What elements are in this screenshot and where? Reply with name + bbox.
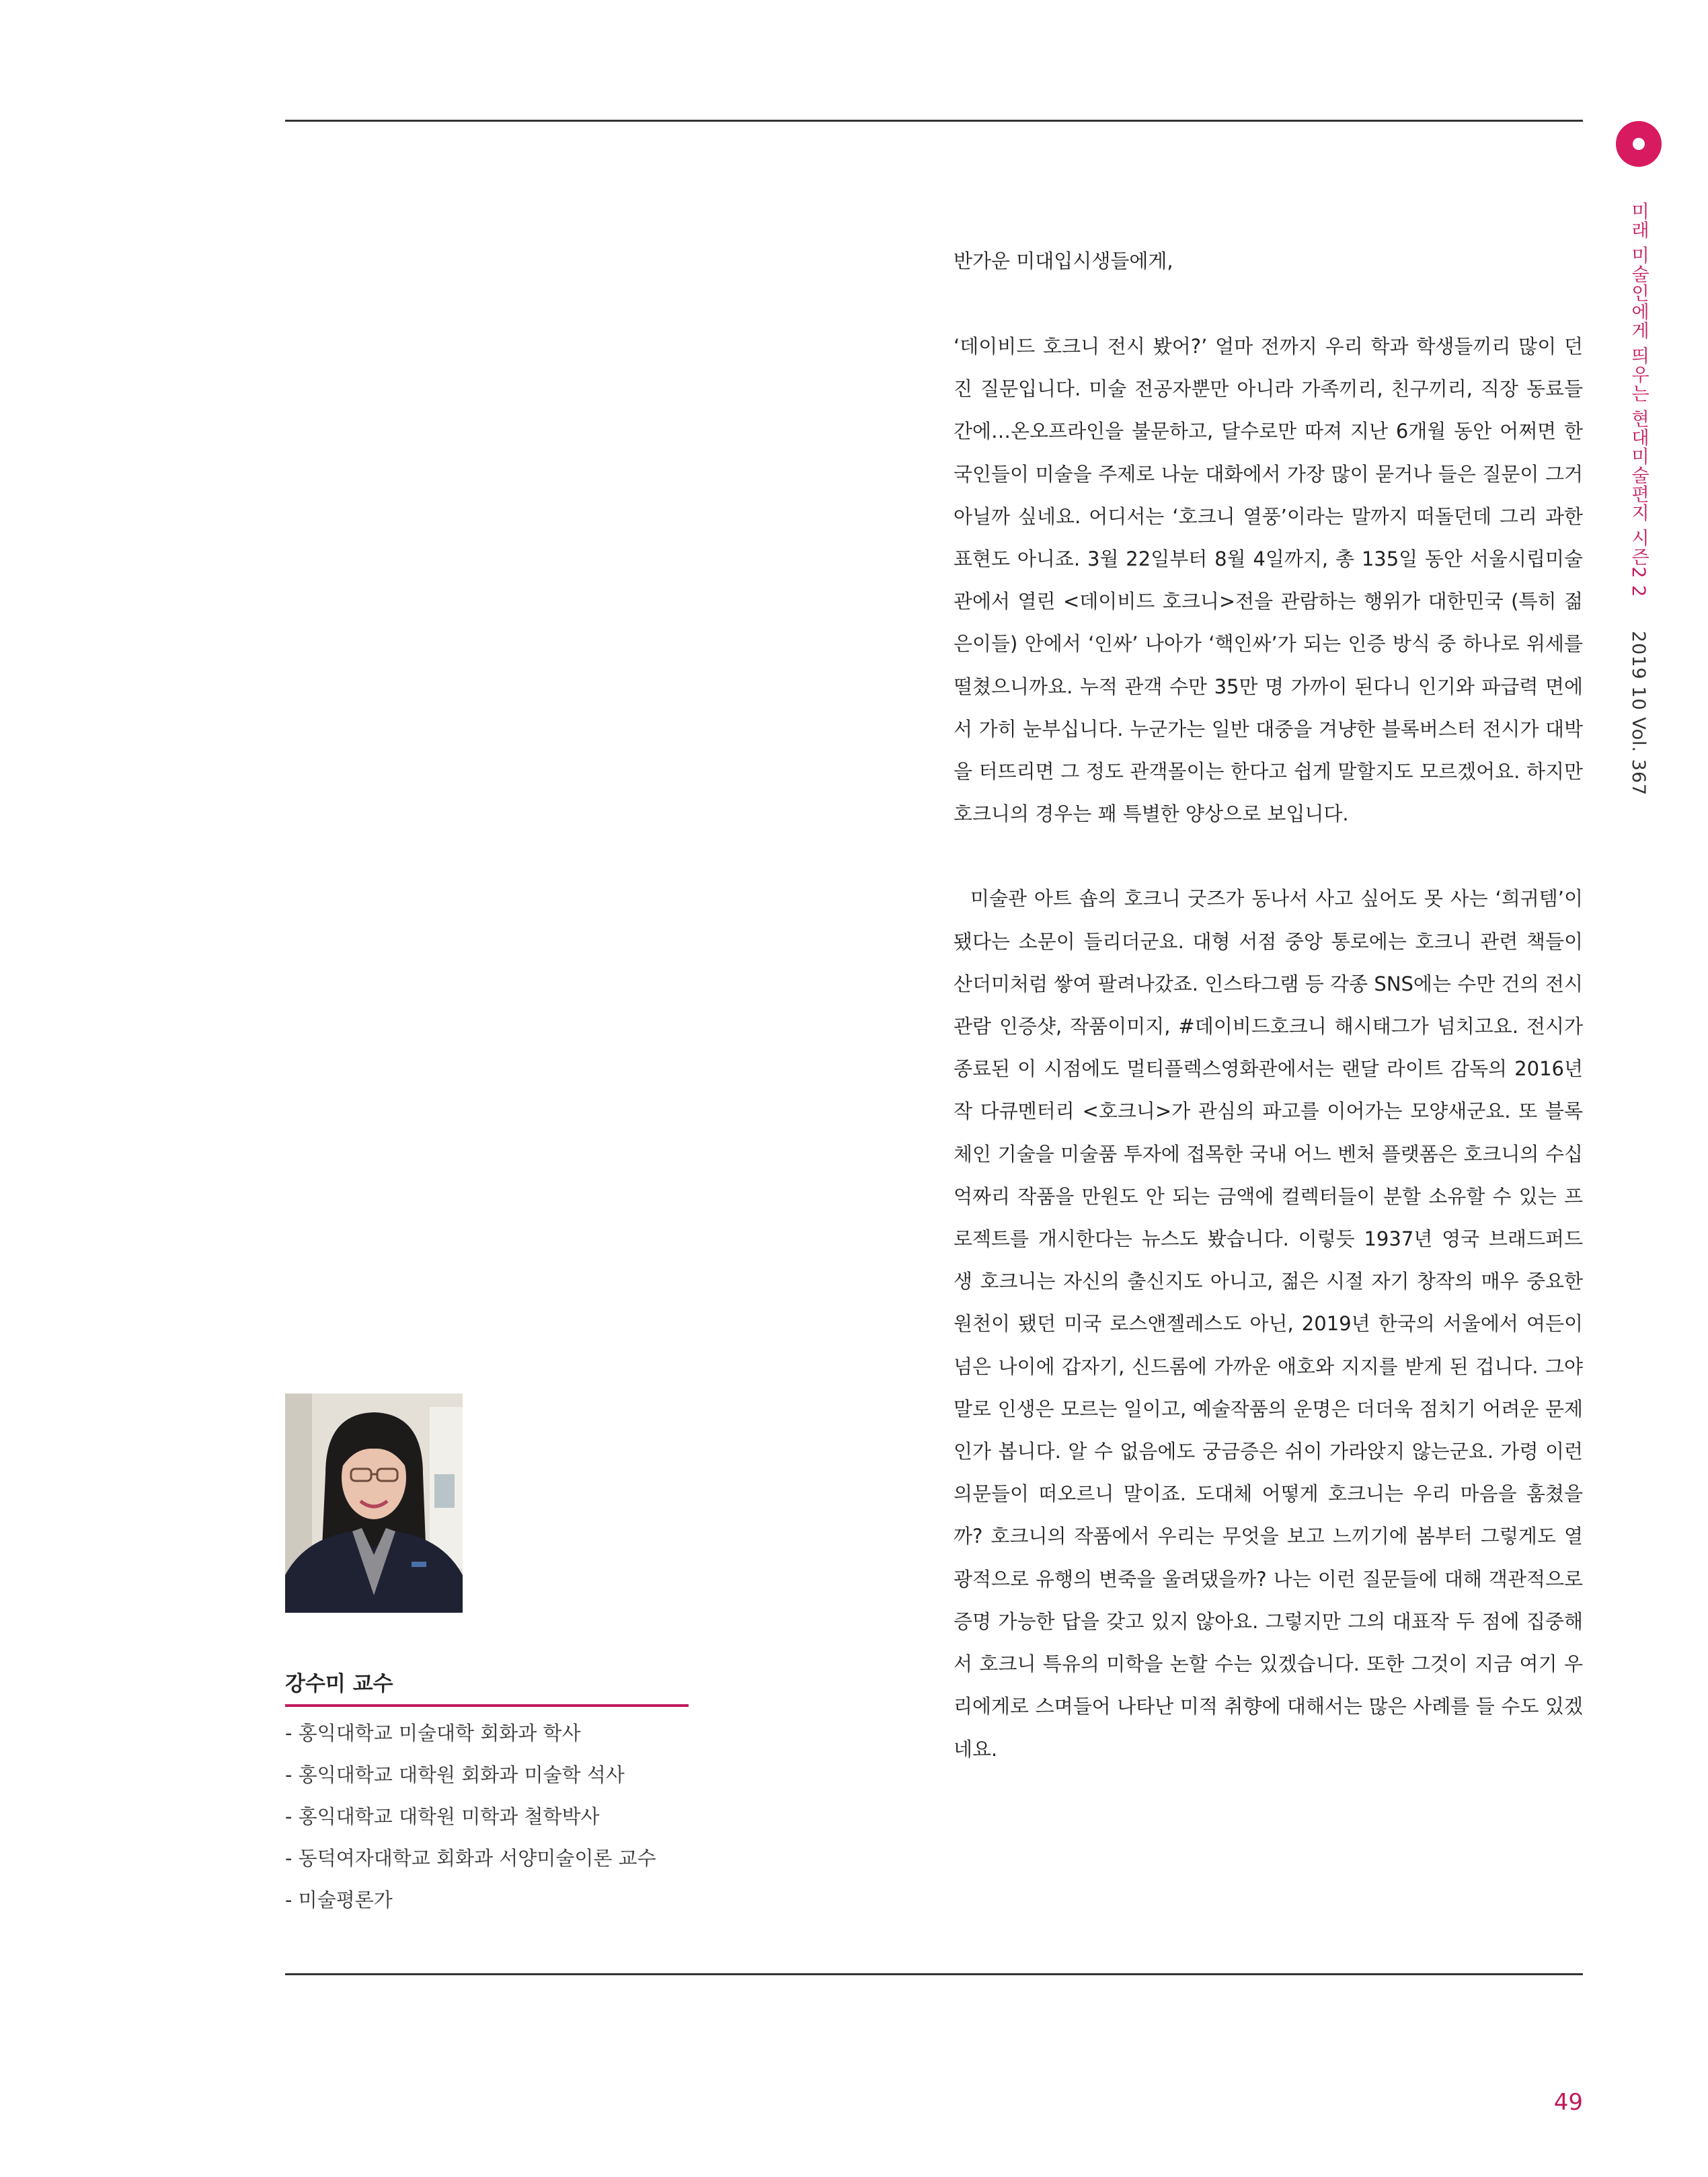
author-bio (285, 1671, 689, 1921)
series-title: 미래 미술인에게 띄우는 현대미술편지 시즌2 2 (1628, 202, 1649, 598)
bio-item: - 동덕여자대학교 회화과 서양미술이론 교수 (285, 1847, 656, 1870)
bio-item: - 미술평론가 (285, 1888, 393, 1911)
bio-list (285, 1712, 689, 1921)
letter-body (954, 239, 1583, 1771)
bio-item: - 홍익대학교 대학원 미학과 철학박사 (285, 1805, 600, 1828)
bio-item: - 홍익대학교 미술대학 회화과 학사 (285, 1722, 581, 1745)
author-name: 강수미 교수 (285, 1671, 689, 1707)
letter-paragraph: 미술관 아트 숍의 호크니 굿즈가 동나서 사고 싶어도 못 사는 ‘희귀템’이 됐다는 소문이 들리더군요. 대형 서점 중앙 통로에는 호크니 관련 책들이 산더미처럼 쌓여 팔려나갔죠. 인스타그램 등 각종 SNS에는 수만 건의 전시관람 인증샷, 작품이미지, #데이비드호크니 해시태그가 넘치고요. 전시가 종료된 이 시점에도 멀티플렉스영화관에서는 랜달 라이트 감독의 2016년 작 다큐멘터리 <호크니>가 관심의 파고를 이어가는 모양새군요. 또 블록체인 기술을 미술품 투자에 접목한 국내 어느 벤처 플랫폼은 호크니의 수십 억짜리 작품을 만원도 안 되는 금액에 컬렉터들이 분할 소유할 수 있는 프로젝트를 개시한다는 뉴스도 봤습니다. 이렇듯 1937년 영국 브래드퍼드 생 호크니는 자신의 출신지도 아니고, 젊은 시절 자기 창작의 매우 중요한 원천이 됐던 미국 로스앤젤레스도 아닌, 2019년 한국의 서울에서 여든이 넘은 나이에 갑자기, 신드롬에 가까운 애호와 지지를 받게 된 겁니다. 그야말로 인생은 모르는 일이고, 예술작품의 운명은 더더욱 점치기 어려운 문제인가 봅니다. 알 수 없음에도 궁금증은 쉬이 가라앉지 않는군요. 가령 이런 의문들이 떠오르니 말이죠. 도대체 어떻게 호크니는 우리 마음을 훔쳤을까? 호크니의 작품에서 우리는 무엇을 보고 느끼기에 봄부터 그렇게도 열광적으로 유행의 변죽을 울려댔을까? 나는 이런 질문들에 대해 객관적으로 증명 가능한 답을 갖고 있지 않아요. 그렇지만 그의 대표작 두 점에 집중해서 호크니 특유의 미학을 논할 수는 있겠습니다. 또한 그것이 지금 여기 우리에게로 스며들어 나타난 미적 취향에 대해서는 많은 사례를 들 수도 있겠네요. (954, 887, 1583, 1761)
page-number: 49 (1553, 2089, 1583, 2116)
section-dot-icon (1616, 121, 1662, 167)
letter-greeting: 반가운 미대입시생들에게, (954, 250, 1173, 272)
bottom-rule (285, 1973, 1583, 1975)
bio-item: - 홍익대학교 대학원 회화과 미술학 석사 (285, 1763, 625, 1786)
top-rule (285, 120, 1583, 122)
author-photo (285, 1393, 463, 1613)
issue-info: 2019 10 Vol. 367 (1628, 630, 1649, 796)
letter-paragraph: ‘데이비드 호크니 전시 봤어?’ 얼마 전까지 우리 학과 학생들끼리 많이 던진 질문입니다. 미술 전공자뿐만 아니라 가족끼리, 친구끼리, 직장 동료들 간에…온오프라인을 불문하고, 달수로만 따져 지난 6개월 동안 어쩌면 한국인들이 미술을 주제로 나눈 대화에서 가장 많이 묻거나 들은 질문이 그거 아닐까 싶네요. 어디서는 ‘호크니 열풍’이라는 말까지 떠돌던데 그리 과한 표현도 아니죠. 3월 22일부터 8월 4일까지, 총 135일 동안 서울시립미술관에서 열린 <데이비드 호크니>전을 관람하는 행위가 대한민국 (특히 젊은이들) 안에서 ‘인싸’ 나아가 ‘핵인싸’가 되는 인증 방식 중 하나로 위세를 떨쳤으니까요. 누적 관객 수만 35만 명 가까이 된다니 인기와 파급력 면에서 가히 눈부십니다. 누군가는 일반 대중을 겨냥한 블록버스터 전시가 대박을 터뜨리면 그 정도 관객몰이는 한다고 쉽게 말할지도 모르겠어요. 하지만 호크니의 경우는 꽤 특별한 양상으로 보입니다. (954, 335, 1583, 826)
side-header (1625, 202, 1652, 796)
